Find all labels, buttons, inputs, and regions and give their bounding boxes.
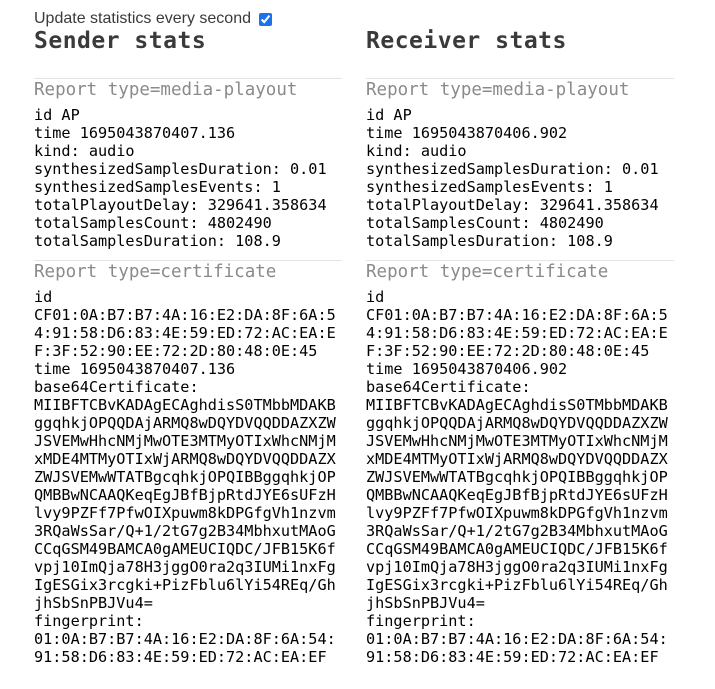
report-type-heading: Report type=certificate <box>34 262 277 282</box>
sender-stats-title: Sender stats <box>34 28 207 54</box>
report-type-heading: Report type=media-playout <box>366 80 630 100</box>
update-stats-label: Update statistics every second <box>34 10 251 27</box>
report-body: id CF01:0A:B7:B7:4A:16:E2:DA:8F:6A:54:91:58:D6:83:4E:59:ED:72:AC:EA:EF:3F:52:90:EE:72:2D:80:48:0E:45 time 1695043870406.902 base64Certificate: MIIBFTCBvKADAgECAghdisS0TMbbMDAKBggqhkjOPQQDAjARMQ8wDQYDVQQDDAZXZWJSVEMwHhcNMjMwOTE3MTMyOTIxWhcNMjMxMDE4MTMyOTIxWjARMQ8wDQYDVQQDDAZXZWJSVEMwWTATBgcqhkjOPQIBBggqhkjOPQMBBwNCAAQKeqEgJBfBjpRtdJYE6sUFzHlvy9PZFf7PfwOIXpuwm8kDPGfgVh1nzvm3RQaWsSar/Q+1/2tG7g2B34MbhxutMAoGCCqGSM49BAMCA0gAMEUCIQDC/JFB15K6fvpj10ImQja78H3jggO0ra2q3IUMi1nxFgIgESGix3rcgki+PizFblu6lYi54REq/GhjhSbSnPBJVu4= fingerprint: 01:0A:B7:B7:4A:16:E2:DA:8F:6A:54:91:58:D6:83:4E:59:ED:72:AC:EA:EF <box>366 288 668 666</box>
sender-report-media-playout <box>34 78 342 250</box>
report-type-heading: Report type=media-playout <box>34 80 298 100</box>
report-body: id AP time 1695043870406.902 kind: audio synthesizedSamplesDuration: 0.01 synthesizedSamplesEvents: 1 totalPlayoutDelay: 329641.358634 totalSamplesCount: 4802490 totalSamplesDuration: 108.9 <box>366 106 659 250</box>
receiver-stats-column <box>366 27 674 666</box>
report-type-heading: Report type=certificate <box>366 262 609 282</box>
receiver-stats-title: Receiver stats <box>366 28 567 54</box>
sender-report-certificate <box>34 260 342 666</box>
receiver-report-media-playout <box>366 78 674 250</box>
report-body: id CF01:0A:B7:B7:4A:16:E2:DA:8F:6A:54:91:58:D6:83:4E:59:ED:72:AC:EA:EF:3F:52:90:EE:72:2D:80:48:0E:45 time 1695043870407.136 base64Certificate: MIIBFTCBvKADAgECAghdisS0TMbbMDAKBggqhkjOPQQDAjARMQ8wDQYDVQQDDAZXZWJSVEMwHhcNMjMwOTE3MTMyOTIxWhcNMjMxMDE4MTMyOTIxWjARMQ8wDQYDVQQDDAZXZWJSVEMwWTATBgcqhkjOPQIBBggqhkjOPQMBBwNCAAQKeqEgJBfBjpRtdJYE6sUFzHlvy9PZFf7PfwOIXpuwm8kDPGfgVh1nzvm3RQaWsSar/Q+1/2tG7g2B34MbhxutMAoGCCqGSM49BAMCA0gAMEUCIQDC/JFB15K6fvpj10ImQja78H3jggO0ra2q3IUMi1nxFgIgESGix3rcgki+PizFblu6lYi54REq/GhjhSbSnPBJVu4= fingerprint: 01:0A:B7:B7:4A:16:E2:DA:8F:6A:54:91:58:D6:83:4E:59:ED:72:AC:EA:EF <box>34 288 336 666</box>
report-body: id AP time 1695043870407.136 kind: audio synthesizedSamplesDuration: 0.01 synthesizedSamplesEvents: 1 totalPlayoutDelay: 329641.358634 totalSamplesCount: 4802490 totalSamplesDuration: 108.9 <box>34 106 327 250</box>
update-stats-control <box>34 9 272 29</box>
receiver-report-certificate <box>366 260 674 666</box>
sender-stats-column <box>34 27 342 666</box>
update-stats-checkbox[interactable] <box>259 13 272 26</box>
